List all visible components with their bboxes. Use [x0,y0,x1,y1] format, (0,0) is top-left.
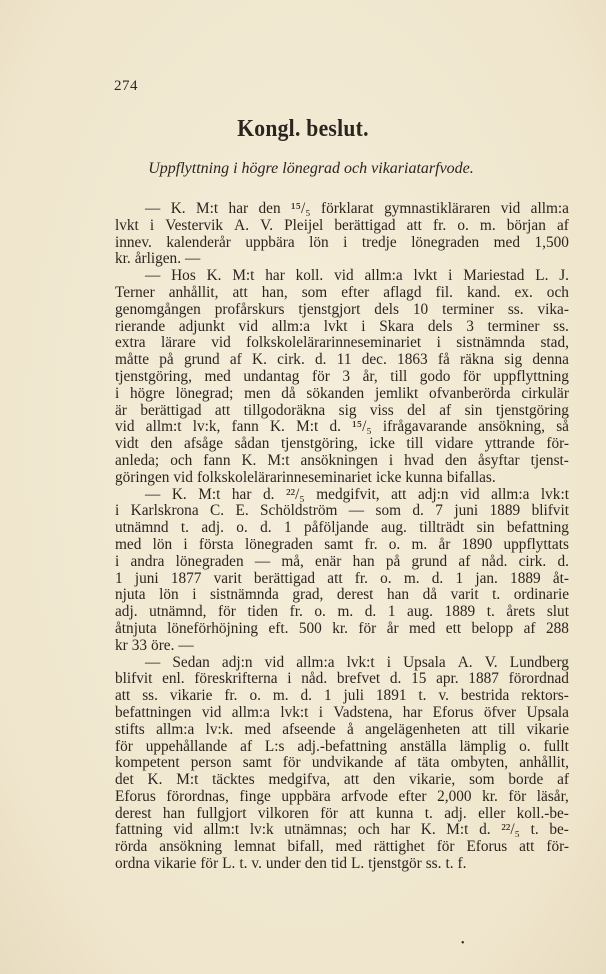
section-subtitle: Uppflyttning i högre lönegrad och vikariatarfvode. [148,160,474,177]
text-line: kr 33 öre. — [115,636,194,654]
text-line: — Hos K. M:t har koll. vid allm:a lvkt i Mariestad L. J. [145,267,569,285]
text-line: tjenstgöring, med undantag för 3 år, till godo för uppflyttning [115,367,569,385]
text-line: — K. M:t har d. ²²/₅ medgifvit, att adj:n vid allm:a lvk:t [145,485,569,503]
text-line: stifts allm:a lv:k. med afseende å angelägenheten att till vikarie [115,720,569,738]
text-line: genomgången profårskurs tjenstgjort dels 10 terminer ss. vika- [115,300,569,318]
text-line: befattningen vid allm:a lvk:t i Vadstena, har Eforus öfver Upsala [115,703,569,721]
text-line: adj. utnämnd, för tiden fr. o. m. d. 1 aug. 1889 t. årets slut [115,603,569,621]
text-line: innev. kalenderår uppbära lön i tredje lönegraden med 1,500 [115,233,569,251]
text-line: blifvit enl. föreskrifterna i nåd. brefvet d. 15 apr. 1887 förordnad [115,670,569,688]
paragraph [115,655,569,873]
text-line: Eforus förordnas, finge uppbära arfvode efter 2,000 kr. för läsår, [115,787,569,805]
text-line: är berättigad att tillgodoräkna sig viss del af sin tjenstgöring [115,401,569,419]
text-line: Terner anhållit, att han, som efter aflagd fil. kand. ex. och [115,283,569,301]
text-line: kompetent person samt för undvikande af täta ombyten, anhållit, [115,754,569,772]
paragraph [115,268,569,486]
text-line: extra lärare vid folkskolelärarinneseminariet i sistnämnda stad, [115,334,569,352]
section-title: Kongl. beslut. [237,116,369,142]
text-line: att ss. vikarie fr. o. m. d. 1 juli 1891 t. v. bestrida rektors- [115,687,569,705]
text-line: 1 juni 1877 varit berättigad att fr. o. m. d. 1 jan. 1889 åt- [115,569,569,587]
text-line: det K. M:t täcktes medgifva, att den vikarie, som borde af [115,771,569,789]
text-line: utnämnd t. adj. o. d. 1 påföljande aug. tillträdt sin befattning [115,519,569,537]
text-line: måtte på grund af K. cirk. d. 11 dec. 1863 få räkna sig denna [115,351,569,369]
text-line: ordna vikarie för L. t. v. under den tid L. tjenstgör ss. t. f. [115,855,467,873]
footer-mark: • [461,938,465,949]
text-line: anleda; och fann K. M:t ansökningen i hvad den åsyftar tjenst- [115,451,569,469]
text-line: derest han fullgjort vilkoren för att kunna t. adj. eller koll.-be- [115,804,569,822]
text-line: rierande adjunkt vid allm:a lvkt i Skara dels 3 terminer ss. [115,317,569,335]
text-line: vidt den afsåge sådan tjenstgöring, icke till vidare yttrande för- [115,435,569,453]
text-line: rörda ansökning lemnat bifall, med rättighet för Eforus att för- [115,838,569,856]
text-line: åtnjuta löneförhöjning eft. 500 kr. för år med ett belopp af 288 [115,619,569,637]
text-line: — Sedan adj:n vid allm:a lvk:t i Upsala A. V. Lundberg [145,653,569,671]
text-line: i högre lönegrad; men då sökanden jemlikt ofvanberörda cirkulär [115,384,569,402]
text-line: med lön i första lönegraden samt fr. o. m. år 1890 uppflyttats [115,535,569,553]
text-line: vid allm:t lv:k, fann K. M:t d. ¹⁵/₅ ifrågavarande ansökning, så [115,418,569,436]
text-line: njuta lön i sistnämnda grad, derest han då varit t. ordinarie [115,586,569,604]
text-line: lvkt i Vestervik A. V. Pleijel berättigad att fr. o. m. början af [115,216,569,234]
paragraph [115,487,569,655]
text-line: kr. årligen. — [115,250,201,268]
text-line: fattning vid allm:t lv:k utnämnas; och har K. M:t d. ²²/₅ t. be- [115,821,569,839]
paragraph [115,201,569,268]
text-line: göringen vid folkskolelärarinneseminariet icke kunna bifallas. [115,468,496,486]
text-line: för uppehållande af L:s adj.-befattning anställa lämplig o. fullt [115,737,569,755]
text-line: i Karlskrona C. E. Schöldström — som d. 7 juni 1889 blifvit [115,502,569,520]
page-number: 274 [114,78,138,94]
text-line: — K. M:t har den ¹⁵/₅ förklarat gymnastikläraren vid allm:a [145,200,569,217]
body-text [115,201,569,873]
text-line: i andra lönegraden — må, enär han på grund af nåd. cirk. d. [115,552,569,570]
